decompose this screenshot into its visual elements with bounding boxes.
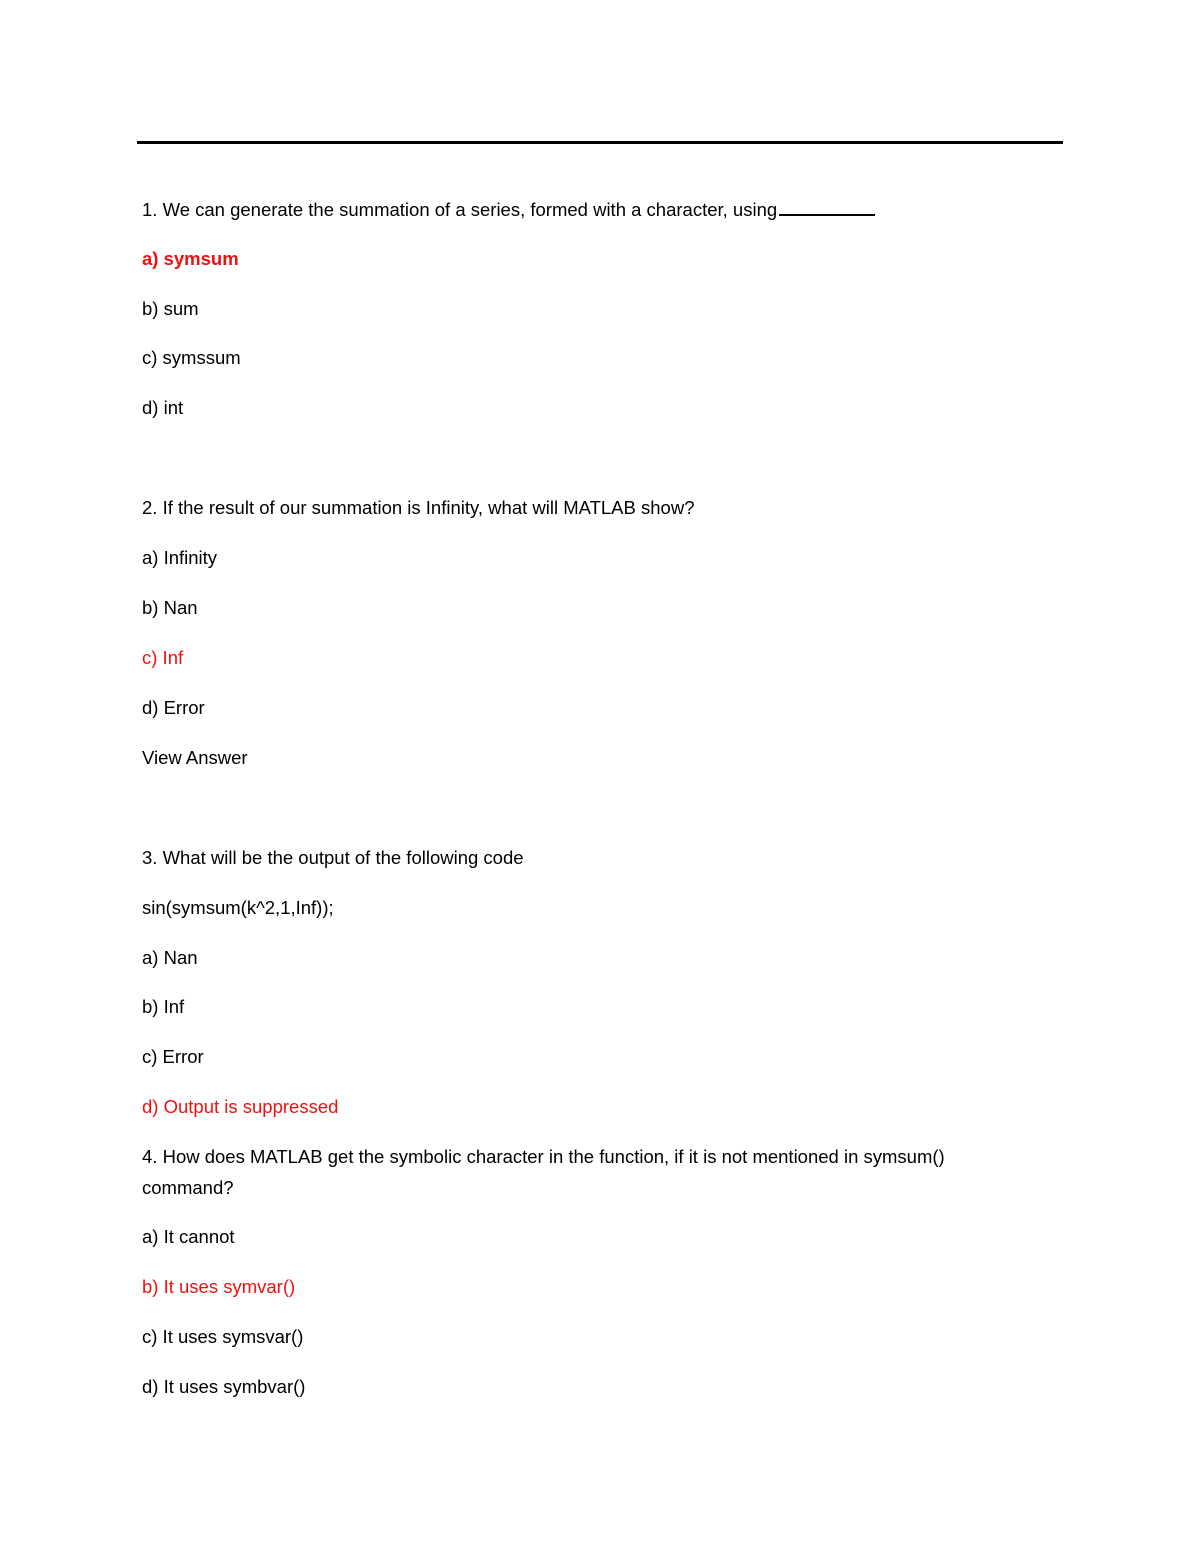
question-4-option-a: a) It cannot (142, 1226, 235, 1247)
question-1-option-a: a) symsum (142, 248, 239, 269)
question-4-text: How does MATLAB get the symbolic character in the function, if it is not mentioned in symsum() command? (142, 1146, 945, 1198)
question-1-option-b: b) sum (142, 298, 199, 319)
question-4-option-b: b) It uses symvar() (142, 1276, 296, 1297)
question-1-number: 1. (142, 199, 158, 220)
question-2-text: If the result of our summation is Infinity, what will MATLAB show? (162, 497, 695, 518)
question-4-number: 4. (142, 1146, 158, 1167)
question-2 (142, 496, 694, 520)
question-4-option-c: c) It uses symsvar() (142, 1326, 304, 1347)
question-3-option-a: a) Nan (142, 947, 198, 968)
question-1-option-d: d) int (142, 397, 184, 418)
question-3 (142, 846, 524, 870)
question-4 (142, 1141, 1022, 1203)
question-2-option-a: a) Infinity (142, 547, 218, 568)
header-rule (137, 141, 1063, 144)
question-3-option-d: d) Output is suppressed (142, 1096, 339, 1117)
question-4-option-d: d) It uses symbvar() (142, 1376, 306, 1397)
question-3-number: 3. (142, 847, 158, 868)
view-answer-link[interactable]: View Answer (142, 747, 248, 768)
answer-blank (779, 198, 875, 216)
question-1 (142, 198, 875, 222)
question-2-number: 2. (142, 497, 158, 518)
question-3-option-c: c) Error (142, 1046, 204, 1067)
question-3-code: sin(symsum(k^2,1,Inf)); (142, 897, 334, 918)
question-1-option-c: c) symssum (142, 347, 241, 368)
question-2-option-d: d) Error (142, 697, 205, 718)
question-3-option-b: b) Inf (142, 996, 185, 1017)
question-2-option-b: b) Nan (142, 597, 198, 618)
question-1-text: We can generate the summation of a series, formed with a character, using (162, 199, 778, 220)
question-2-option-c: c) Inf (142, 647, 184, 668)
question-3-text: What will be the output of the following code (162, 847, 524, 868)
